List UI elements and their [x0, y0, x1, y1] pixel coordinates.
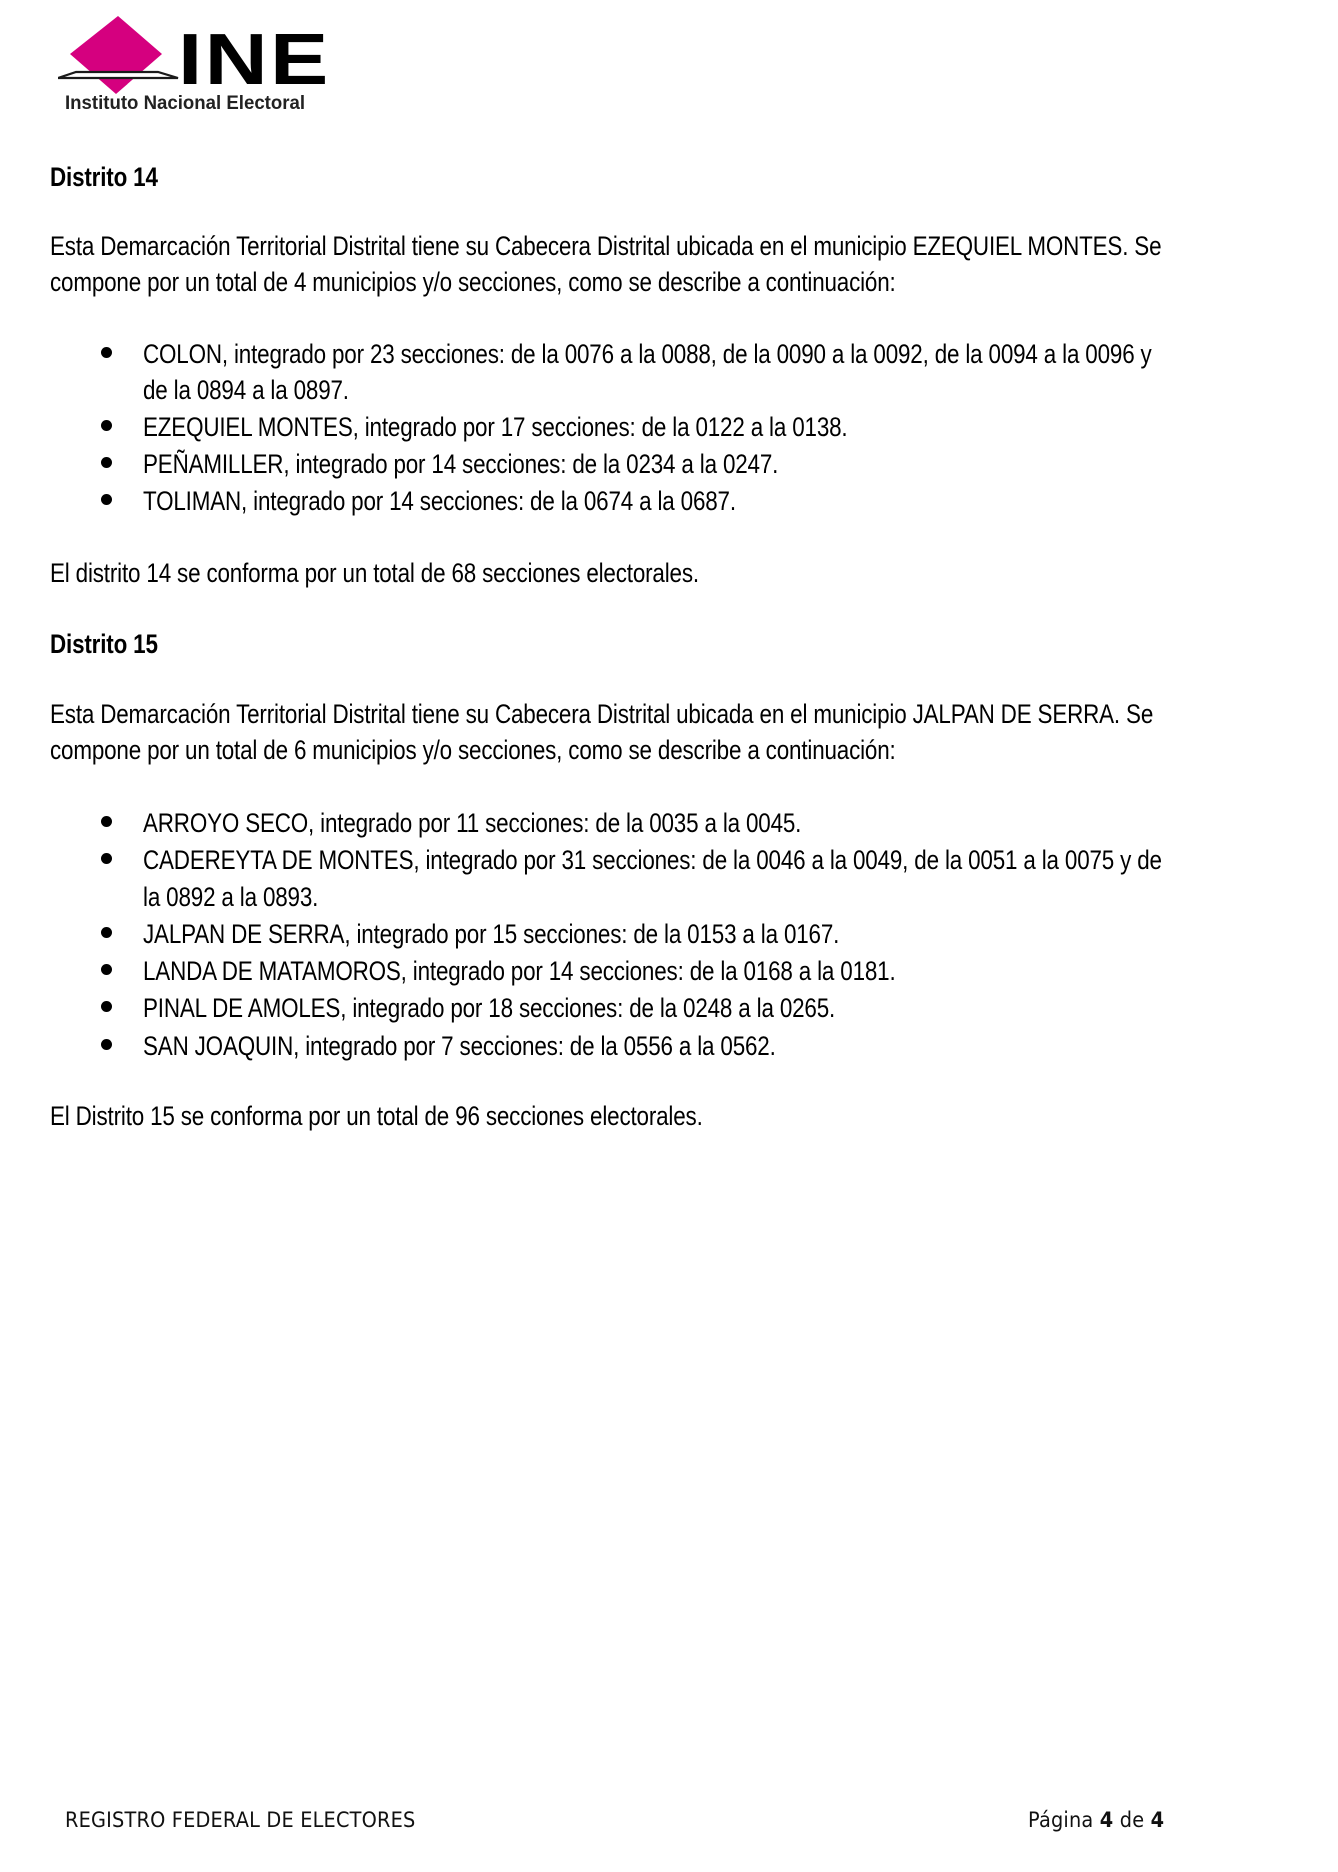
municipality-text: de la 0894 a la 0897.: [143, 375, 349, 405]
page-word: Página: [1028, 1808, 1094, 1832]
page-of: de: [1119, 1808, 1145, 1832]
municipality-text: SAN JOAQUIN, integrado por 7 secciones: de la 0556 a la 0562.: [143, 1031, 776, 1061]
municipality-text: COLON, integrado por 23 secciones: de la 0076 a la 0088, de la 0090 a la 0092, de la 0094 a la 0096 y: [143, 339, 1152, 369]
municipality-text: CADEREYTA DE MONTES, integrado por 31 secciones: de la 0046 a la 0049, de la 0051 a la 0075 y de: [143, 845, 1162, 875]
ballot-box-icon: [58, 14, 188, 96]
municipality-text: PINAL DE AMOLES, integrado por 18 secciones: de la 0248 a la 0265.: [143, 993, 836, 1023]
municipality-text: JALPAN DE SERRA, integrado por 15 secciones: de la 0153 a la 0167.: [143, 919, 840, 949]
bullet-icon: [101, 457, 112, 468]
bullet-icon: [101, 853, 112, 864]
page-number: [1028, 1808, 1164, 1832]
intro-line: Esta Demarcación Territorial Distrital tiene su Cabecera Distrital ubicada en el municipio JALPAN DE SERRA. Se: [50, 699, 1154, 729]
municipality-text: ARROYO SECO, integrado por 11 secciones: de la 0035 a la 0045.: [143, 808, 802, 838]
bullet-icon: [101, 420, 112, 431]
ballot-slot: [58, 72, 178, 78]
bullet-icon: [101, 1039, 112, 1050]
intro-line: compone por un total de 4 municipios y/o secciones, como se describe a continuación:: [50, 267, 896, 297]
bullet-icon: [101, 494, 112, 505]
district-summary: El distrito 14 se conforma por un total de 68 secciones electorales.: [50, 558, 699, 588]
intro-line: compone por un total de 6 municipios y/o secciones, como se describe a continuación:: [50, 735, 896, 765]
municipality-text: PEÑAMILLER, integrado por 14 secciones: de la 0234 a la 0247.: [143, 449, 779, 479]
district-heading: Distrito 14: [50, 162, 158, 192]
intro-line: Esta Demarcación Territorial Distrital tiene su Cabecera Distrital ubicada en el municipio EZEQUIEL MONTES. Se: [50, 231, 1162, 261]
page-current: 4: [1099, 1808, 1114, 1832]
footer-organization: REGISTRO FEDERAL DE ELECTORES: [65, 1808, 416, 1832]
district-summary: El Distrito 15 se conforma por un total de 96 secciones electorales.: [50, 1101, 703, 1131]
page-total: 4: [1150, 1808, 1165, 1832]
municipality-text: la 0892 a la 0893.: [143, 882, 319, 912]
district-heading: Distrito 15: [50, 629, 158, 659]
municipality-text: EZEQUIEL MONTES, integrado por 17 secciones: de la 0122 a la 0138.: [143, 412, 848, 442]
ballot-diamond: [70, 16, 162, 94]
bullet-icon: [101, 347, 112, 358]
bullet-icon: [101, 1001, 112, 1012]
bullet-icon: [101, 964, 112, 975]
bullet-icon: [101, 816, 112, 827]
logo-name: Instituto Nacional Electoral: [65, 93, 306, 114]
bullet-icon: [101, 927, 112, 938]
municipality-text: TOLIMAN, integrado por 14 secciones: de la 0674 a la 0687.: [143, 486, 736, 516]
logo-acronym: INE: [178, 19, 331, 100]
municipality-text: LANDA DE MATAMOROS, integrado por 14 secciones: de la 0168 a la 0181.: [143, 956, 896, 986]
